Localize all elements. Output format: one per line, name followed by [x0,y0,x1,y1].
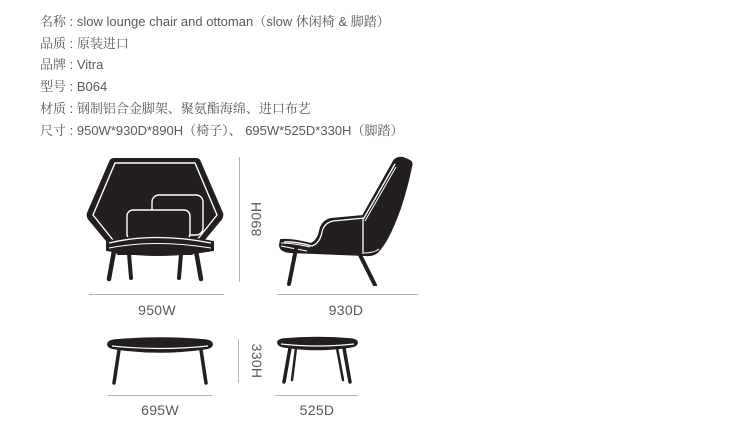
spec-row [40,11,403,33]
chair-width-label: 950W [138,302,176,318]
ottoman-front-drawing [105,336,215,386]
spec-label: 型号 [40,79,67,95]
spec-separator: : [66,79,77,95]
ottoman-depth-label: 525D [299,402,335,418]
spec-value: 950W*930D*890H（椅子）、 695W*525D*330H（脚踏） [76,122,404,138]
spec-label: 品质 [40,35,67,51]
spec-label: 材质 [40,100,67,116]
ottoman-side-drawing [275,335,360,385]
chair-height-dimension-line [239,157,240,282]
ottoman-depth-dimension-line [275,395,358,396]
spec-list [40,11,403,141]
spec-label: 品牌 [40,57,67,73]
spec-label: 尺寸 [40,122,67,138]
chair-depth-dimension-line [277,294,418,295]
ottoman-height-label: 330H [249,343,265,379]
ottoman-width-label: 695W [141,402,179,418]
ottoman-width-dimension-line [108,395,212,396]
chair-side-drawing [277,153,418,286]
spec-separator: : [66,14,77,29]
spec-label: 名称 [40,14,67,29]
spec-row [40,54,403,76]
spec-value: 原装进口 [76,35,129,51]
spec-row [40,120,403,142]
spec-value: slow lounge chair and ottoman（slow 休闲椅 & 脚踏） [76,14,390,29]
spec-row [40,98,403,120]
spec-separator: : [66,122,77,138]
chair-height-label: 890H [248,201,264,237]
chair-front-drawing [85,153,225,284]
chair-width-dimension-line [89,294,224,295]
spec-value: 钢制铝合金脚架、聚氨酯海绵、进口布艺 [76,100,311,116]
ottoman-height-dimension-line [238,339,239,383]
spec-value: B064 [76,79,108,95]
chair-depth-label: 930D [328,302,364,318]
spec-value: Vitra [76,57,104,73]
spec-separator: : [66,35,77,51]
spec-row [40,76,403,98]
spec-separator: : [66,100,77,116]
spec-separator: : [66,57,77,73]
spec-row [40,33,403,55]
